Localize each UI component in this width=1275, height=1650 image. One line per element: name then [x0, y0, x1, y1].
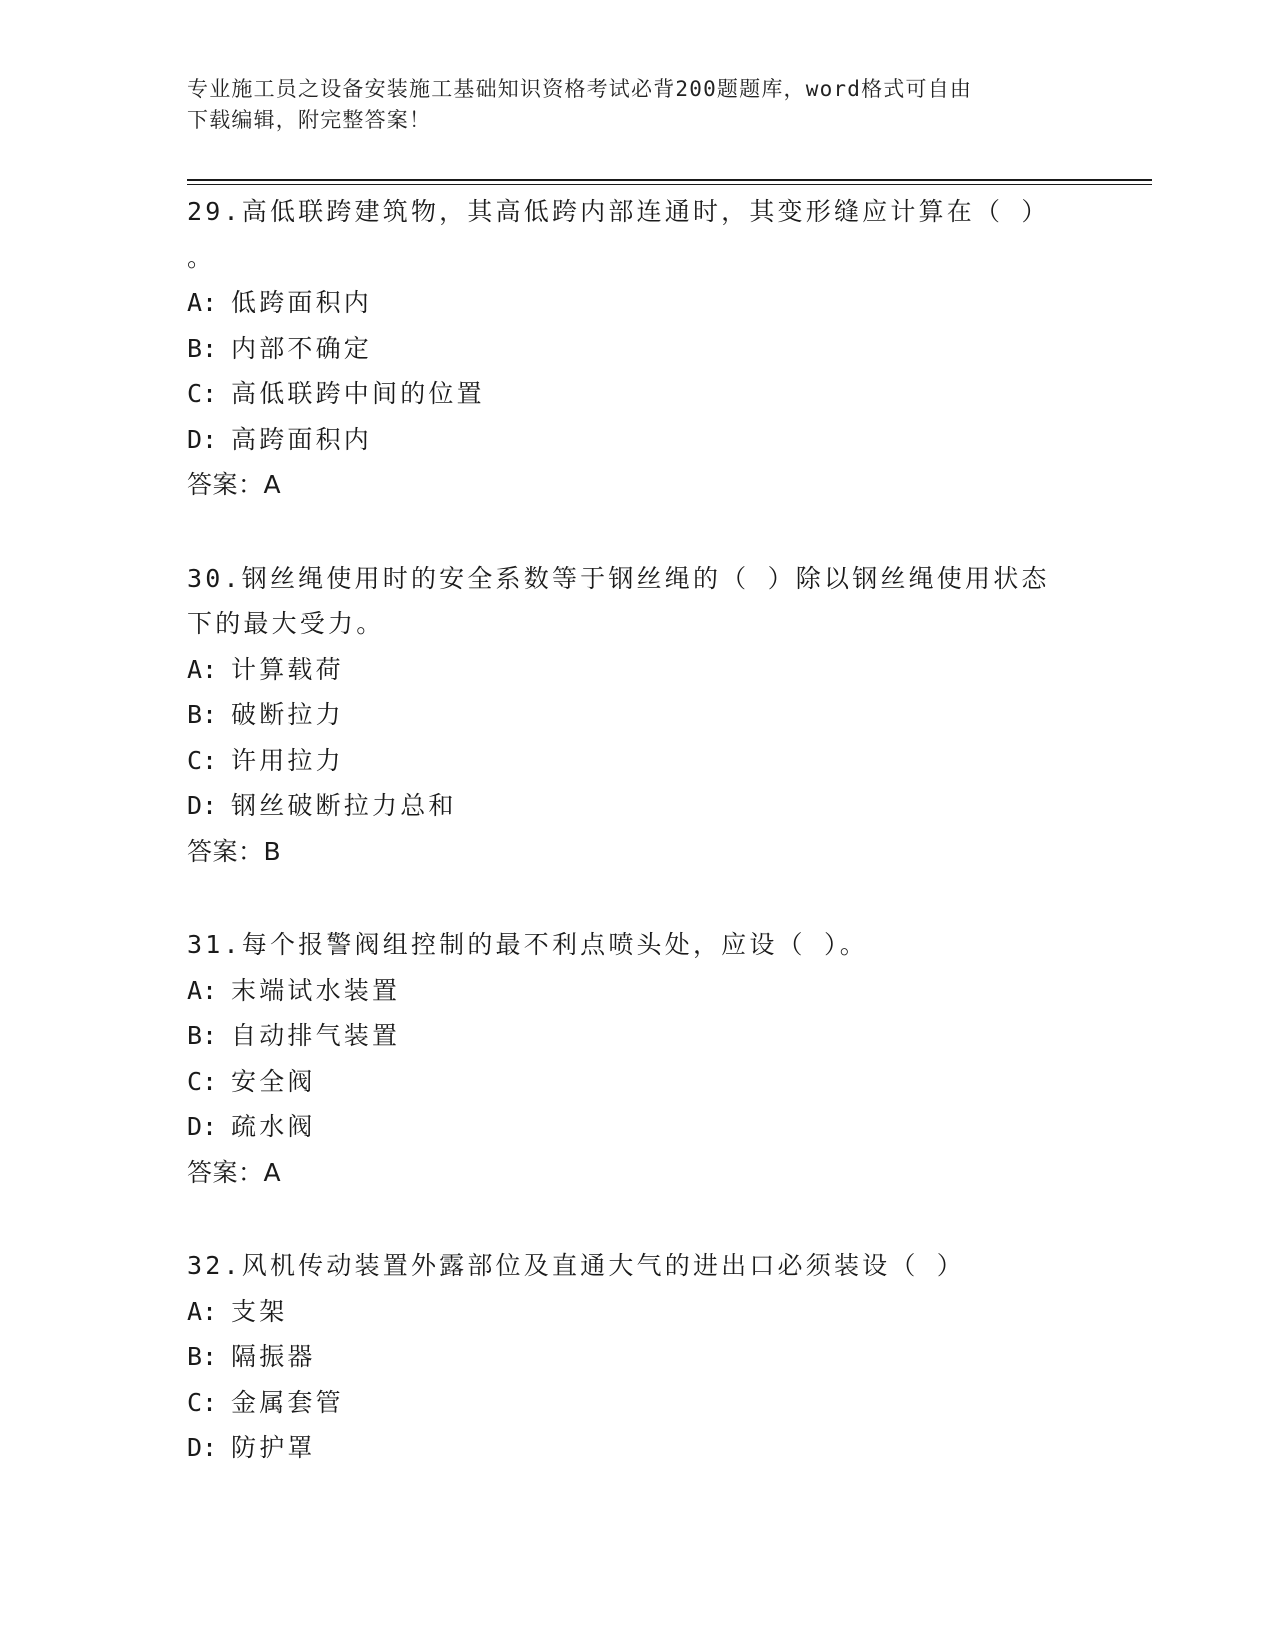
option-letter: A: [187, 654, 218, 684]
header-line-1: 专业施工员之设备安装施工基础知识资格考试必背200题题库，word格式可自由 [187, 77, 973, 101]
question-block [187, 1243, 1087, 1471]
option-letter: B: [187, 1342, 218, 1371]
answer-option [187, 1289, 1087, 1335]
option-text: 高跨面积内 [231, 424, 373, 454]
answer-option [187, 647, 1087, 693]
question-block [187, 556, 1087, 875]
answer-option [187, 371, 1087, 417]
answer-option [187, 1425, 1087, 1471]
question-stem-continuation: 下的最大受力。 [187, 609, 385, 638]
answer-option [187, 1104, 1087, 1150]
option-text: 末端试水装置 [231, 975, 401, 1005]
option-text: 金属套管 [231, 1387, 344, 1417]
option-letter: B: [187, 700, 218, 729]
option-text: 钢丝破断拉力总和 [231, 791, 457, 820]
question-stem: 30.钢丝绳使用时的安全系数等于钢丝绳的（ ）除以钢丝绳使用状态 [187, 563, 1050, 593]
answer-key: 答案：A [187, 1157, 282, 1187]
option-text: 防护罩 [231, 1433, 316, 1462]
option-text: 支架 [231, 1296, 288, 1326]
header-line-2: 下载编辑，附完整答案！ [187, 108, 432, 132]
answer-option [187, 968, 1087, 1014]
answer-option [187, 692, 1087, 738]
answer-option [187, 1013, 1087, 1059]
question-stem: 29.高低联跨建筑物，其高低跨内部连通时，其变形缝应计算在（ ） [187, 197, 1050, 226]
answer-option [187, 1380, 1087, 1426]
answer-key: 答案：A [187, 470, 282, 499]
answer-option [187, 783, 1087, 829]
answer-option [187, 417, 1087, 463]
option-text: 低跨面积内 [231, 288, 373, 317]
option-letter: A: [187, 975, 218, 1005]
answer-option [187, 738, 1087, 784]
answer-option [187, 1334, 1087, 1380]
question-block [187, 189, 1087, 508]
answer-option [187, 1059, 1087, 1105]
option-letter: D: [187, 791, 218, 820]
question-block [187, 922, 1087, 1195]
question-list [187, 189, 1087, 1519]
header-divider-thick [187, 179, 1152, 181]
option-letter: B: [187, 333, 218, 363]
option-text: 高低联跨中间的位置 [231, 379, 485, 408]
option-letter: D: [187, 424, 218, 454]
option-letter: C: [187, 1387, 218, 1417]
option-letter: C: [187, 1066, 218, 1096]
option-letter: A: [187, 1296, 218, 1326]
option-letter: A: [187, 288, 218, 317]
question-stem: 31.每个报警阀组控制的最不利点喷头处，应设（ ）。 [187, 930, 868, 959]
answer-option [187, 280, 1087, 326]
option-text: 计算载荷 [231, 654, 344, 684]
answer-key: 答案：B [187, 836, 282, 866]
option-letter: B: [187, 1021, 218, 1050]
option-text: 安全阀 [231, 1066, 316, 1096]
option-letter: D: [187, 1433, 218, 1462]
option-text: 疏水阀 [231, 1112, 316, 1141]
header-divider-thin [187, 184, 1152, 185]
option-text: 隔振器 [231, 1342, 316, 1371]
option-letter: C: [187, 745, 218, 775]
option-text: 许用拉力 [231, 745, 344, 775]
option-text: 内部不确定 [231, 333, 373, 363]
option-letter: C: [187, 379, 218, 408]
question-stem: 32.风机传动装置外露部位及直通大气的进出口必须装设（ ） [187, 1251, 966, 1280]
option-text: 自动排气装置 [231, 1021, 401, 1050]
answer-option [187, 326, 1087, 372]
document-header [187, 74, 1087, 136]
option-text: 破断拉力 [231, 700, 344, 729]
option-letter: D: [187, 1112, 218, 1141]
question-stem-continuation: 。 [187, 242, 216, 272]
